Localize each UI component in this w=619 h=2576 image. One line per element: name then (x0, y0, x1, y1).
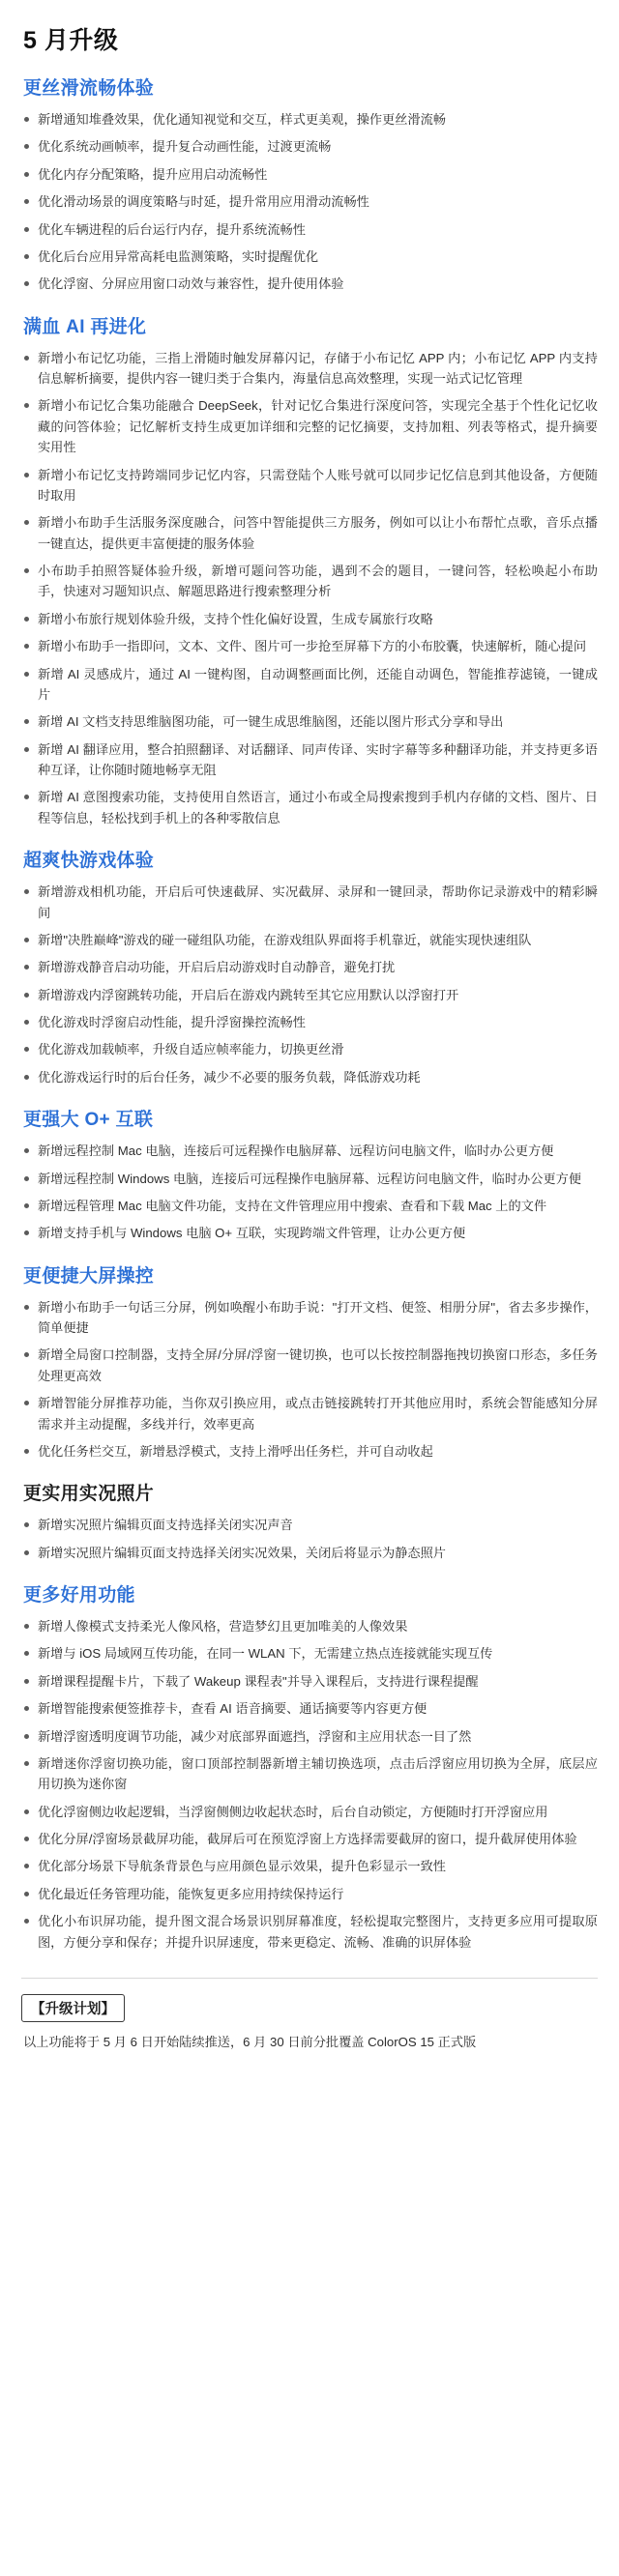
section-ai-evolution (21, 312, 598, 829)
list-item: 新增 AI 意图搜索功能，支持使用自然语言，通过小布或全局搜索搜到手机内存储的文档、图片、日程等信息，轻松找到手机上的各种零散信息 (21, 787, 598, 828)
upgrade-plan-tag: 【升级计划】 (21, 1994, 125, 2022)
list-item: 新增 AI 文档支持思维脑图功能，可一键生成思维脑图，还能以图片形式分享和导出 (21, 711, 598, 732)
list-item: 优化系统动画帧率，提升复合动画性能，过渡更流畅 (21, 136, 598, 157)
section-heading: 更强大 O+ 互联 (23, 1110, 154, 1131)
section-heading: 更多好用功能 (23, 1585, 135, 1606)
page-title: 5 月升级 (23, 27, 119, 54)
list-item: 优化游戏时浮窗启动性能，提升浮窗操控流畅性 (21, 1012, 598, 1032)
feature-list (21, 1515, 598, 1563)
list-item: 新增小布记忆支持跨端同步记忆内容，只需登陆个人账号就可以同步记忆信息到其他设备，方便随时取用 (21, 465, 598, 507)
feature-list (21, 109, 598, 295)
section-smooth-experience (21, 73, 598, 295)
list-item: 新增小布记忆合集功能融合 DeepSeek，针对记忆合集进行深度问答，实现完全基于个性化记忆收藏的问答体验；记忆解析支持生成更加详细和完整的记忆摘要，支持加粗、列表等格式，提升摘要实用性 (21, 395, 598, 457)
list-item: 优化小布识屏功能，提升图文混合场景识别屏幕准度，轻松提取完整图片，支持更多应用可提取原图，方便分享和保存；并提升识屏速度，带来更稳定、流畅、准确的识屏体验 (21, 1911, 598, 1953)
list-item: 新增人像模式支持柔光人像风格，营造梦幻且更加唯美的人像效果 (21, 1616, 598, 1636)
list-item: 优化车辆进程的后台运行内存，提升系统流畅性 (21, 219, 598, 240)
feature-list (21, 348, 598, 829)
list-item: 新增游戏内浮窗跳转功能，开启后在游戏内跳转至其它应用默认以浮窗打开 (21, 985, 598, 1005)
list-item: 新增"决胜巅峰"游戏的碰一碰组队功能，在游戏组队界面将手机靠近，就能实现快速组队 (21, 930, 598, 950)
list-item: 新增游戏静音启动功能，开启后启动游戏时自动静音，避免打扰 (21, 957, 598, 977)
list-item: 新增小布旅行规划体验升级，支持个性化偏好设置，生成专属旅行攻略 (21, 609, 598, 629)
list-item: 新增智能分屏推荐功能，当你双引换应用，或点击链接跳转打开其他应用时，系统会智能感知分屏需求并主动提醒，多线并行，效率更高 (21, 1393, 598, 1434)
section-heading: 更便捷大屏操控 (23, 1265, 155, 1287)
section-heading: 更丝滑流畅体验 (23, 78, 155, 99)
list-item: 新增智能搜索便签推荐卡，查看 AI 语音摘要、通话摘要等内容更方便 (21, 1698, 598, 1719)
upgrade-plan-text: 以上功能将于 5 月 6 日开始陆续推送，6 月 30 日前分批覆盖 ColorOS 15 正式版 (23, 2034, 477, 2049)
section-large-screen-control (21, 1261, 598, 1462)
list-item: 优化内存分配策略，提升应用启动流畅性 (21, 164, 598, 185)
list-item: 新增课程提醒卡片，下载了 Wakeup 课程表"并导入课程后，支持进行课程提醒 (21, 1671, 598, 1692)
list-item: 小布助手拍照答疑体验升级，新增可题问答功能，遇到不会的题目，一键问答，轻松唤起小布助手，快速对习题知识点、解题思路进行搜索整理分析 (21, 561, 598, 602)
list-item: 新增与 iOS 局域网互传功能，在同一 WLAN 下，无需建立热点连接就能实现互传 (21, 1643, 598, 1664)
feature-list (21, 1616, 598, 1953)
list-item: 新增通知堆叠效果，优化通知视觉和交互，样式更美观，操作更丝滑流畅 (21, 109, 598, 130)
list-item: 优化最近任务管理功能，能恢复更多应用持续保持运行 (21, 1884, 598, 1904)
section-more-features (21, 1580, 598, 1953)
list-item: 新增 AI 灵感成片，通过 AI 一键构图，自动调整画面比例，还能自动调色，智能推荐滤镜，一键成片 (21, 664, 598, 706)
list-item: 优化滑动场景的调度策略与时延，提升常用应用滑动流畅性 (21, 191, 598, 212)
feature-list (21, 1297, 598, 1462)
list-item: 新增全局窗口控制器，支持全屏/分屏/浮窗一键切换，也可以长按控制器拖拽切换窗口形态，多任务处理更高效 (21, 1345, 598, 1386)
list-item: 优化后台应用异常高耗电监测策略，实时提醒优化 (21, 246, 598, 267)
list-item: 新增远程管理 Mac 电脑文件功能，支持在文件管理应用中搜索、查看和下载 Mac 上的文件 (21, 1196, 598, 1216)
list-item: 新增游戏相机功能，开启后可快速截屏、实况截屏、录屏和一键回录，帮助你记录游戏中的精彩瞬间 (21, 882, 598, 923)
list-item: 新增实况照片编辑页面支持选择关闭实况声音 (21, 1515, 598, 1535)
list-item: 优化游戏运行时的后台任务，减少不必要的服务负载，降低游戏功耗 (21, 1067, 598, 1087)
list-item: 优化分屏/浮窗场景截屏功能，截屏后可在预览浮窗上方选择需要截屏的窗口，提升截屏使用体验 (21, 1829, 598, 1849)
list-item: 新增小布助手一指即问，文本、文件、图片可一步抢至屏幕下方的小布胶囊，快速解析，随心提问 (21, 636, 598, 656)
list-item: 优化浮窗侧边收起逻辑，当浮窗侧侧边收起状态时，后台自动锁定，方便随时打开浮窗应用 (21, 1802, 598, 1822)
list-item: 新增远程控制 Windows 电脑，连接后可远程操作电脑屏幕、远程访问电脑文件，临时办公更方便 (21, 1169, 598, 1189)
list-item: 优化游戏加载帧率，升级自适应帧率能力，切换更丝滑 (21, 1039, 598, 1059)
list-item: 新增支持手机与 Windows 电脑 O+ 互联，实现跨端文件管理，让办公更方便 (21, 1223, 598, 1243)
list-item: 优化浮窗、分屏应用窗口动效与兼容性，提升使用体验 (21, 274, 598, 294)
section-live-photo (21, 1479, 598, 1563)
list-item: 新增 AI 翻译应用，整合拍照翻译、对话翻译、同声传译、实时字幕等多种翻译功能，并支持更多语种互译，让你随时随地畅享无阻 (21, 739, 598, 781)
feature-list (21, 1141, 598, 1244)
list-item: 新增实况照片编辑页面支持选择关闭实况效果，关闭后将显示为静态照片 (21, 1543, 598, 1563)
section-heading: 更实用实况照片 (23, 1484, 155, 1505)
list-item: 新增远程控制 Mac 电脑，连接后可远程操作电脑屏幕、远程访问电脑文件，临时办公更方便 (21, 1141, 598, 1161)
section-game-experience (21, 846, 598, 1087)
list-item: 新增小布记忆功能，三指上滑随时触发屏幕闪记，存储于小布记忆 APP 内；小布记忆 APP 内支持信息解析摘要，提供内容一键归类于合集内，海量信息高效整理，实现一站式记忆管理 (21, 348, 598, 390)
section-heading: 满血 AI 再进化 (23, 316, 147, 337)
list-item: 优化部分场景下导航条背景色与应用颜色显示效果，提升色彩显示一致性 (21, 1856, 598, 1876)
section-oplus-connect (21, 1105, 598, 1244)
feature-list (21, 882, 598, 1087)
list-item: 新增迷你浮窗切换功能，窗口顶部控制器新增主辅切换选项，点击后浮窗应用切换为全屏，底层应用切换为迷你窗 (21, 1753, 598, 1795)
section-heading: 超爽快游戏体验 (23, 851, 155, 872)
list-item: 优化任务栏交互，新增悬浮模式，支持上滑呼出任务栏，并可自动收起 (21, 1441, 598, 1462)
upgrade-plan (21, 1978, 598, 2052)
list-item: 新增小布助手一句话三分屏，例如唤醒小布助手说："打开文档、便签、相册分屏"，省去多步操作，简单便捷 (21, 1297, 598, 1339)
list-item: 新增小布助手生活服务深度融合，问答中智能提供三方服务，例如可以让小布帮忙点歌，音乐点播一键直达，提供更丰富便捷的服务体验 (21, 512, 598, 554)
list-item: 新增浮窗透明度调节功能，减少对底部界面遮挡，浮窗和主应用状态一目了然 (21, 1726, 598, 1747)
